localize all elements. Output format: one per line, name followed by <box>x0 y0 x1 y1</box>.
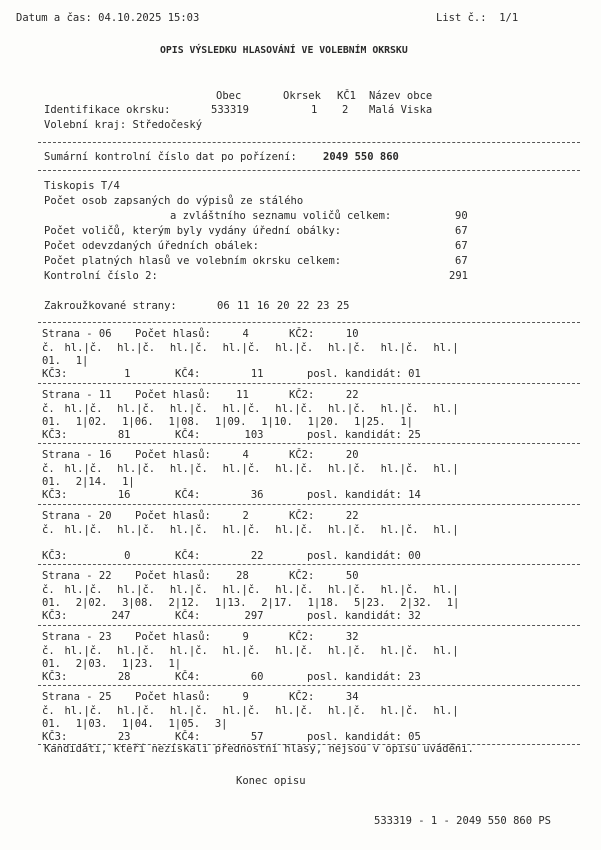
registered-value: 90 <box>455 210 468 222</box>
checksum2-value: 291 <box>449 270 468 282</box>
party-votes: Počet hlasů: 28 <box>135 570 249 582</box>
head-kc1: KČ1 <box>337 90 356 102</box>
divider <box>38 170 580 171</box>
obec-code: 533319 <box>211 104 249 116</box>
party-number: Strana - 22 <box>42 570 112 582</box>
head-obec: Obec <box>216 90 242 102</box>
party-number: Strana - 11 <box>42 388 112 401</box>
last-candidate: posl. kandidát: 23 <box>307 670 421 683</box>
party-kc4: KČ4: 36 <box>175 489 264 501</box>
valid-votes-value: 67 <box>455 255 468 267</box>
party-kc4: KČ4: 103 <box>175 428 264 441</box>
party-kc3: KČ3: 247 <box>42 610 131 622</box>
party-kc3: KČ3: 16 <box>42 489 131 501</box>
party-votes: Počet hlasů: 9 <box>135 630 249 643</box>
candidate-votes: 01. 1| <box>42 355 89 367</box>
party-kc3: KČ3: 81 <box>42 428 131 441</box>
candidate-votes: 01. 2|03. 1|23. 1| <box>42 657 182 670</box>
head-nazev: Název obce <box>369 90 433 102</box>
checksum-label: Sumární kontrolní číslo dat po pořízení: <box>44 151 297 163</box>
party-kc3: KČ3: 23 <box>42 731 131 743</box>
end-of-document: Konec opisu <box>236 775 306 787</box>
party-kc2: KČ2: 10 <box>289 328 359 340</box>
party-kc2: KČ2: 22 <box>289 509 359 522</box>
party-number: Strana - 23 <box>42 630 112 643</box>
party-kc2: KČ2: 50 <box>289 570 359 582</box>
envelopes-issued-value: 67 <box>455 225 468 237</box>
last-candidate: posl. kandidát: 32 <box>307 610 421 622</box>
okrsek-number: 1 <box>311 104 318 116</box>
divider <box>38 383 580 384</box>
last-candidate: posl. kandidát: 05 <box>307 731 421 743</box>
party-kc4: KČ4: 22 <box>175 549 264 562</box>
last-candidate: posl. kandidát: 01 <box>307 368 421 380</box>
party-kc4: KČ4: 57 <box>175 731 264 743</box>
circled-parties-label: Zakroužkované strany: <box>44 300 177 312</box>
kc1-value: 2 <box>342 104 349 116</box>
envelopes-returned-label: Počet odevzdaných úředních obálek: <box>44 240 259 252</box>
valid-votes-label: Počet platných hlasů ve volebním okrsku celkem: <box>44 255 342 267</box>
registered-label-2: a zvláštního seznamu voličů celkem: <box>170 210 392 222</box>
footer-note: Kandidáti, kteří nezískali přednostní hlasy, nejsou v opisu uváděni. <box>44 743 474 755</box>
candidate-votes: 01. 1|02. 1|06. 1|08. 1|09. 1|10. 1|20. 1|25. 1| <box>42 415 413 428</box>
party-votes: Počet hlasů: 9 <box>135 691 249 703</box>
party-kc3: KČ3: 0 <box>42 549 131 562</box>
party-kc2: KČ2: 22 <box>289 388 359 401</box>
party-number: Strana - 20 <box>42 509 112 522</box>
party-kc4: KČ4: 297 <box>175 610 264 622</box>
last-candidate: posl. kandidát: 25 <box>307 428 421 441</box>
candidate-columns: č. hl.|č. hl.|č. hl.|č. hl.|č. hl.|č. hl.|č. hl.|č. hl.| <box>42 584 459 596</box>
party-kc3: KČ3: 28 <box>42 670 131 683</box>
party-number: Strana - 16 <box>42 449 112 461</box>
form-name: Tiskopis T/4 <box>44 180 120 192</box>
party-kc4: KČ4: 11 <box>175 368 264 380</box>
party-kc2: KČ2: 32 <box>289 630 359 643</box>
envelopes-returned-value: 67 <box>455 240 468 252</box>
registered-label-1: Počet osob zapsaných do výpisů ze stálého <box>44 195 304 207</box>
document-code: 533319 - 1 - 2049 550 860 PS <box>374 815 552 827</box>
obec-name: Malá Viska <box>369 104 433 116</box>
region: Volební kraj: Středočeský <box>44 119 203 131</box>
party-votes: Počet hlasů: 2 <box>135 509 249 522</box>
candidate-columns: č. hl.|č. hl.|č. hl.|č. hl.|č. hl.|č. hl.|č. hl.|č. hl.| <box>42 644 459 657</box>
candidate-columns: č. hl.|č. hl.|č. hl.|č. hl.|č. hl.|č. hl.|č. hl.|č. hl.| <box>42 523 459 536</box>
envelopes-issued-label: Počet voličů, kterým byly vydány úřední obálky: <box>44 225 342 237</box>
sheet-number: List č.: 1/1 <box>436 12 519 24</box>
datetime: Datum a čas: 04.10.2025 15:03 <box>16 12 200 24</box>
divider <box>38 564 580 565</box>
party-number: Strana - 06 <box>42 328 112 340</box>
last-candidate: posl. kandidát: 14 <box>307 489 421 501</box>
identification-label: Identifikace okrsku: <box>44 104 171 116</box>
circled-parties-values: 06 11 16 20 22 23 25 <box>217 300 350 312</box>
party-votes: Počet hlasů: 4 <box>135 328 249 340</box>
candidate-columns: č. hl.|č. hl.|č. hl.|č. hl.|č. hl.|č. hl.|č. hl.|č. hl.| <box>42 463 459 475</box>
divider <box>38 504 580 505</box>
checksum2-label: Kontrolní číslo 2: <box>44 270 158 282</box>
last-candidate: posl. kandidát: 00 <box>307 549 421 562</box>
party-kc4: KČ4: 60 <box>175 670 264 683</box>
candidate-votes: 01. 2|14. 1| <box>42 476 135 488</box>
checksum-value: 2049 550 860 <box>323 151 399 163</box>
divider <box>38 443 580 444</box>
document-title: OPIS VÝSLEDKU HLASOVÁNÍ VE VOLEBNÍM OKRSKU <box>160 45 408 56</box>
party-votes: Počet hlasů: 4 <box>135 449 249 461</box>
candidate-votes: 01. 1|03. 1|04. 1|05. 3| <box>42 718 228 730</box>
party-kc2: KČ2: 20 <box>289 449 359 461</box>
candidate-votes: 01. 2|02. 3|08. 2|12. 1|13. 2|17. 1|18. 5|23. 2|32. 1| <box>42 597 460 609</box>
divider <box>38 685 580 686</box>
divider <box>38 322 580 323</box>
divider <box>38 625 580 626</box>
candidate-columns: č. hl.|č. hl.|č. hl.|č. hl.|č. hl.|č. hl.|č. hl.|č. hl.| <box>42 402 459 415</box>
candidate-columns: č. hl.|č. hl.|č. hl.|č. hl.|č. hl.|č. hl.|č. hl.|č. hl.| <box>42 342 459 354</box>
party-kc3: KČ3: 1 <box>42 368 131 380</box>
party-number: Strana - 25 <box>42 691 112 703</box>
divider <box>38 142 580 143</box>
party-kc2: KČ2: 34 <box>289 691 359 703</box>
party-votes: Počet hlasů: 11 <box>135 388 249 401</box>
head-okrsek: Okrsek <box>283 90 321 102</box>
candidate-columns: č. hl.|č. hl.|č. hl.|č. hl.|č. hl.|č. hl.|č. hl.|č. hl.| <box>42 705 459 717</box>
